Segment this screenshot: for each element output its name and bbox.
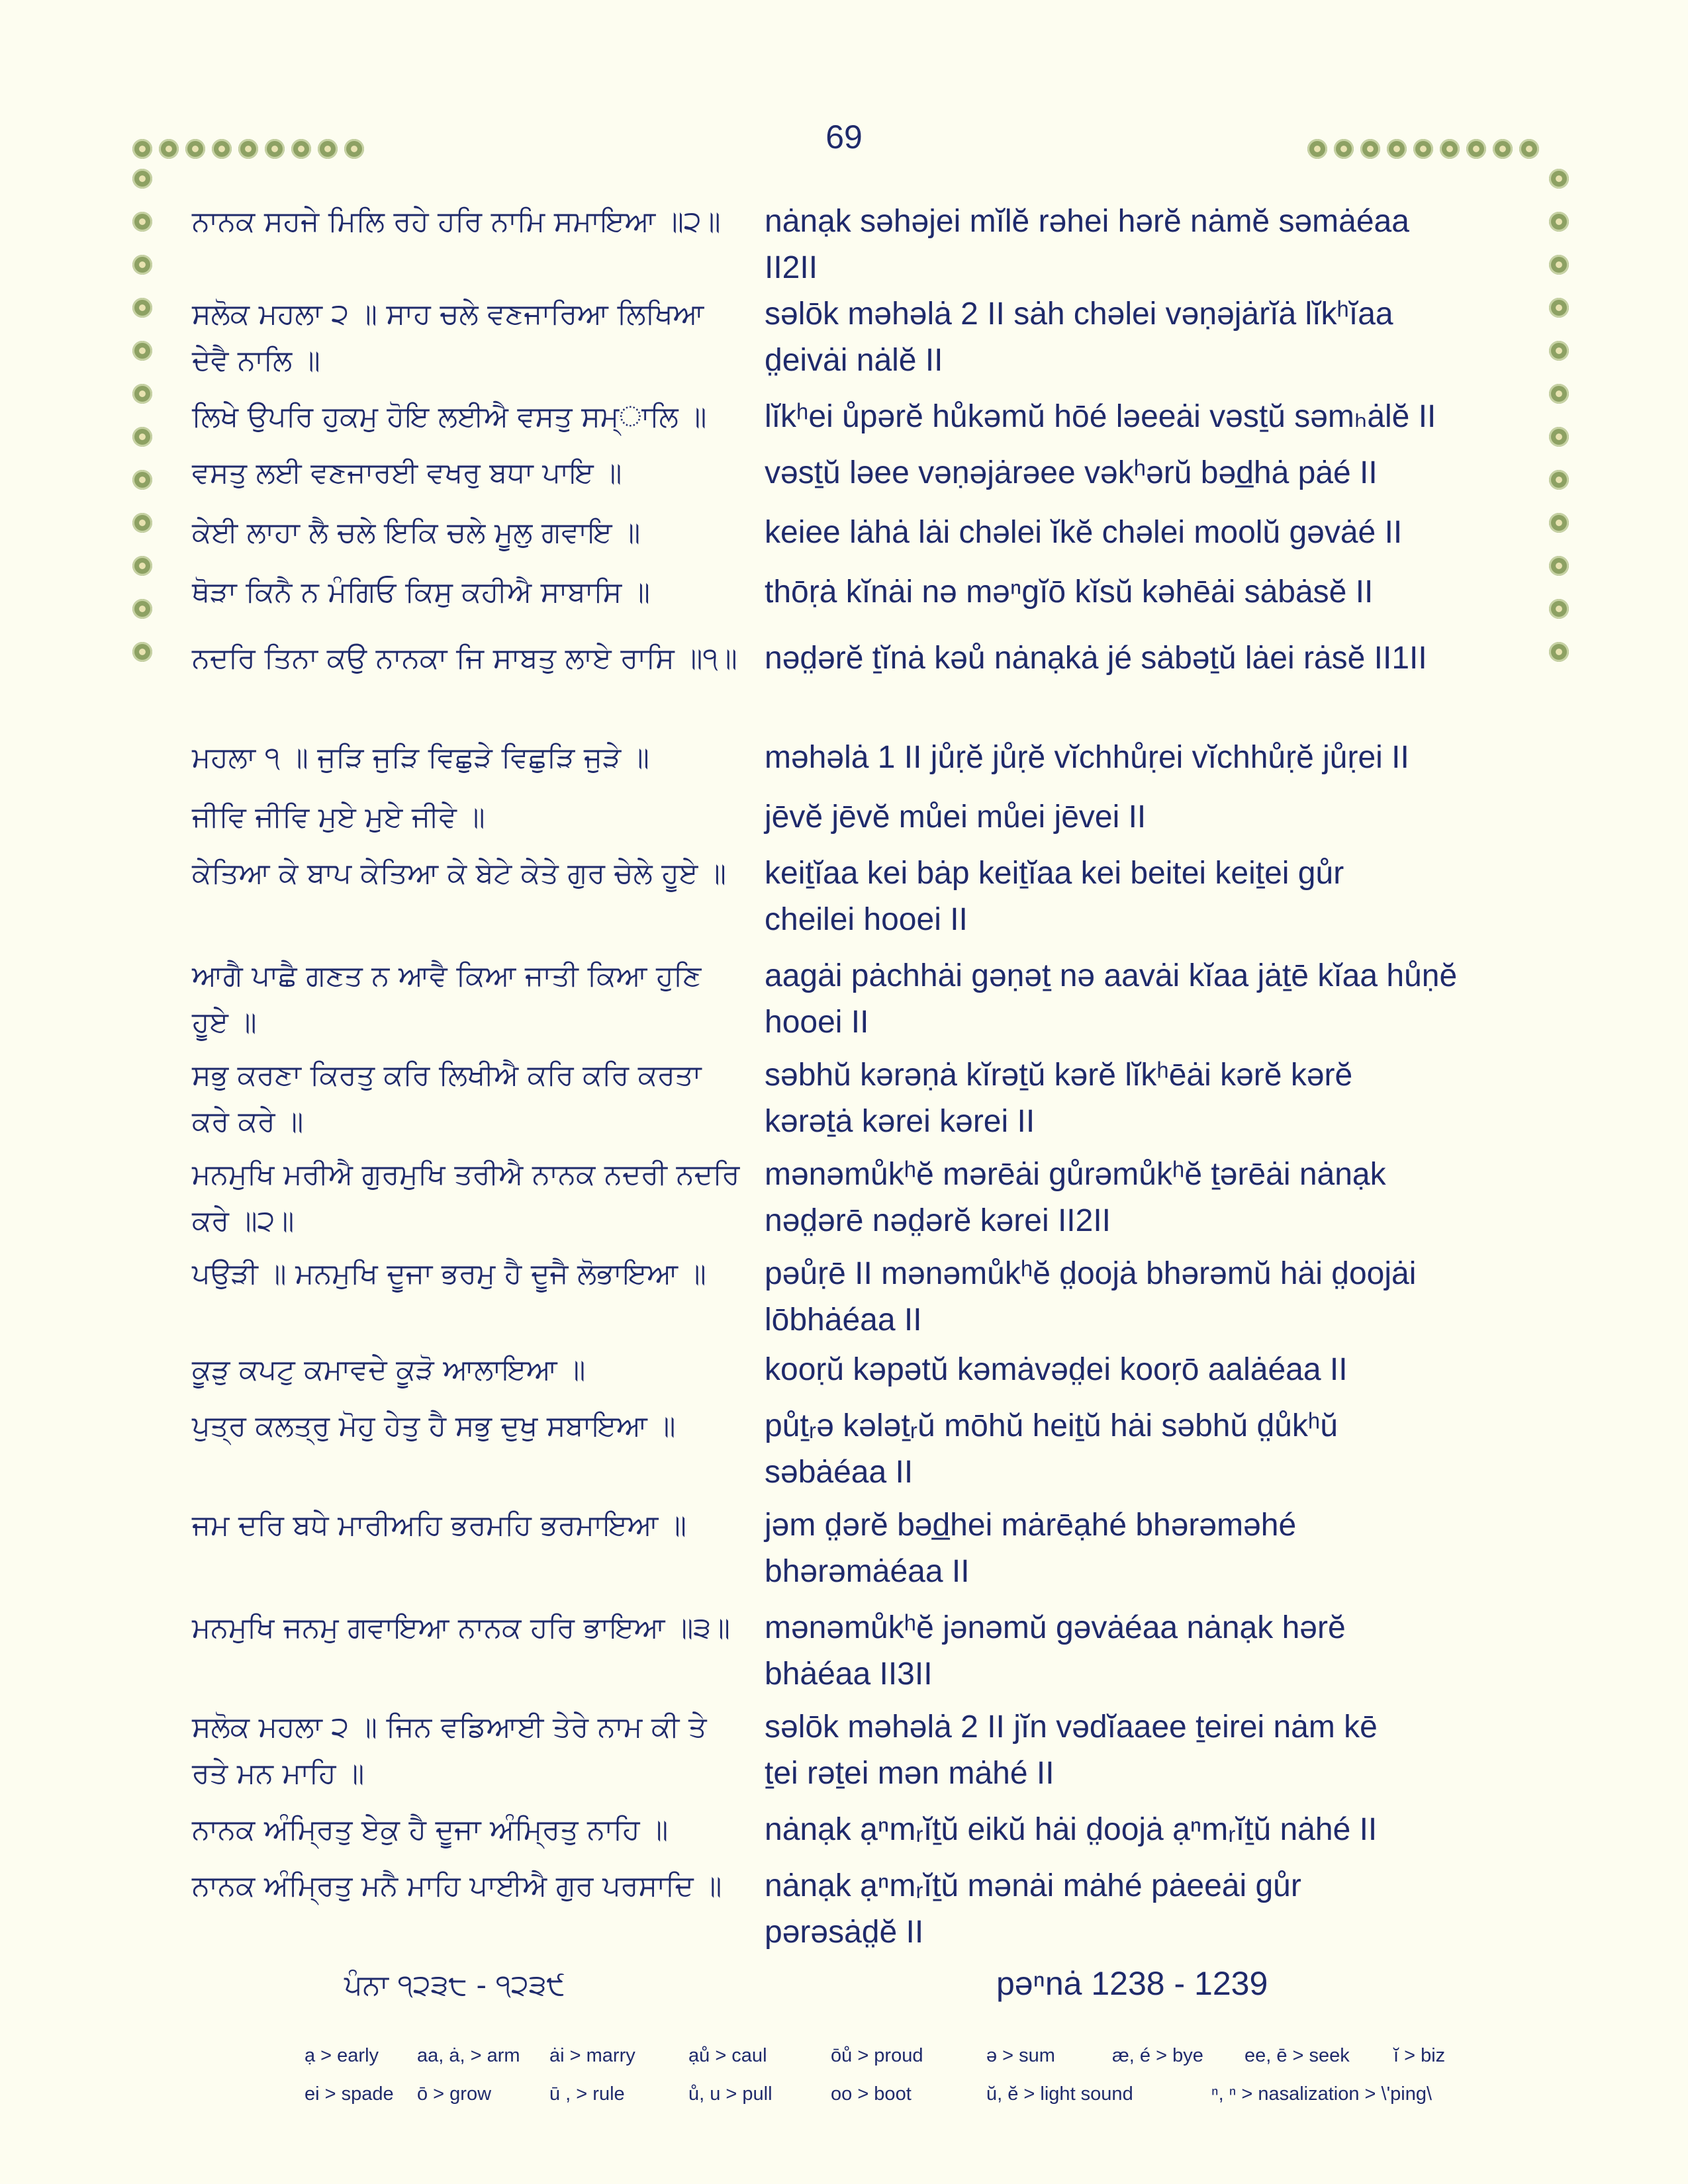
gurmukhi-line: ਕੇਤਿਆ ਕੇ ਬਾਪ ਕੇਤਿਆ ਕੇ ਬੇਟੇ ਕੇਤੇ ਗੁਰ ਚੇਲੇ ਹੂਏ ॥ xyxy=(192,857,727,890)
transliteration-line xyxy=(765,953,1526,1046)
gurmukhi-line: ਕੇਈ ਲਾਹਾ ਲੈ ਚਲੇ ਇਕਿ ਚਲੇ ਮੂਲੁ ਗਵਾਇ ॥ xyxy=(192,516,641,549)
page-number: 69 xyxy=(825,118,863,156)
transliteration-text: nəd̤ərĕ ṯĭnȧ kəů nȧnạkȧ jé sȧbəṯŭ lȧei rȧsĕ II1II xyxy=(765,641,1427,676)
gurmukhi-line: ਸਲੋਕ ਮਹਲਾ ੨ ॥ ਜਿਨ ਵਡਿਆਈ ਤੇਰੇ ਨਾਮ ਕੀ ਤੇ ਰਤੇ ਮਨ ਮਾਹਿ ॥ xyxy=(192,1711,707,1790)
pronunciation-key-item: ōů > proud xyxy=(831,2045,923,2066)
gurmukhi-line: ਸਲੋਕ ਮਹਲਾ ੨ ॥ ਸਾਹ ਚਲੇ ਵਣਜਾਰਿਆ ਲਿਖਿਆ ਦੇਵੈ ਨਾਲਿ ॥ xyxy=(192,298,704,377)
transliteration-line xyxy=(765,635,1526,682)
flower-ornament-icon xyxy=(185,139,205,159)
gurmukhi-line: ਨਾਨਕ ਅੰਮ੍ਰਿਤੁ ਏਕੁ ਹੈ ਦੂਜਾ ਅੰਮ੍ਰਿਤੁ ਨਾਹਿ ॥ xyxy=(192,1813,669,1846)
flower-ornament-icon xyxy=(318,139,338,159)
transliteration-text: lōbhȧéaa II xyxy=(765,1302,922,1338)
flower-ornament-icon xyxy=(1307,139,1327,159)
transliteration-text: vəsṯŭ ləee vəṇəjȧrəee vəkʰərŭ bəd̲hȧ pȧé II xyxy=(765,455,1378,490)
gurmukhi-line: ਮਨਮੁਖਿ ਜਨਮੁ ਗਵਾਇਆ ਨਾਨਕ ਹਰਿ ਭਾਇਆ ॥੩॥ xyxy=(192,1612,730,1645)
transliteration-text: keiṯĭaa kei bȧp keiṯĭaa kei beitei keiṯei gůr xyxy=(765,856,1344,891)
flower-ornament-icon xyxy=(1549,470,1569,490)
flower-ornament-icon xyxy=(212,139,232,159)
transliteration-text: cheilei hooei II xyxy=(765,902,968,937)
flower-ornament-icon xyxy=(1440,139,1460,159)
flower-ornament-icon xyxy=(1549,427,1569,447)
pronunciation-key-item: æ, é > bye xyxy=(1112,2045,1203,2066)
transliteration-text: keiee lȧhȧ lȧi chəlei ĭkĕ chəlei moolŭ gəvȧé II xyxy=(765,515,1403,550)
flower-ornament-icon xyxy=(265,139,285,159)
flower-ornament-icon xyxy=(1519,139,1539,159)
gurmukhi-line: ਪਉੜੀ ॥ ਮਨਮੁਖਿ ਦੂਜਾ ਭਰਮੁ ਹੈ ਦੂਜੈ ਲੋਭਾਇਆ ॥ xyxy=(192,1257,706,1291)
transliteration-text: pəůṛē II mənəmůkʰĕ d̤oojȧ bhərəmŭ hȧi d̤oojȧi xyxy=(765,1256,1417,1291)
transliteration-text: jəm d̤ərĕ bəd̲hei mȧrēạhé bhərəməhé xyxy=(765,1508,1297,1543)
transliteration-text: půṯᵣə kələṯᵣŭ mōhŭ heiṯŭ hȧi səbhŭ d̤ůkʰŭ xyxy=(765,1408,1338,1443)
transliteration-line xyxy=(765,510,1526,556)
flower-ornament-icon xyxy=(1413,139,1433,159)
flower-ornament-icon xyxy=(1334,139,1354,159)
transliteration-line xyxy=(765,1807,1526,1853)
gurmukhi-line: ਸਭੁ ਕਰਣਾ ਕਿਰਤੁ ਕਰਿ ਲਿਖੀਐ ਕਰਿ ਕਰਿ ਕਰਤਾ ਕਰੇ ਕਰੇ ॥ xyxy=(192,1059,702,1138)
pronunciation-key-item: ŭ, ĕ > light sound xyxy=(986,2083,1133,2105)
gurmukhi-line: ਜੀਵਿ ਜੀਵਿ ਮੁਏ ਮੁਏ ਜੀਵੇ ॥ xyxy=(192,801,485,834)
flower-ornament-icon xyxy=(1549,298,1569,318)
transliteration-text: lĭkʰei ůpərĕ hůkəmŭ hōé ləeeȧi vəsṯŭ səmₕȧlĕ II xyxy=(765,399,1436,434)
flower-ornament-icon xyxy=(132,427,152,447)
flower-ornament-icon xyxy=(132,470,152,490)
transliteration-line xyxy=(765,735,1526,781)
flower-ornament-icon xyxy=(132,513,152,533)
gurmukhi-line: ਨਾਨਕ ਸਹਜੇ ਮਿਲਿ ਰਹੇ ਹਰਿ ਨਾਮਿ ਸਮਾਇਆ ॥੨॥ xyxy=(192,205,721,238)
transliteration-text: pərəsȧd̤ĕ II xyxy=(765,1915,924,1950)
transliteration-line xyxy=(765,394,1526,440)
flower-ornament-icon xyxy=(291,139,311,159)
flower-ornament-icon xyxy=(132,384,152,404)
transliteration-line xyxy=(765,1704,1526,1797)
gurmukhi-line: ਪੁਤ੍ਰ ਕਲਤ੍ਰੁ ਮੋਹੁ ਹੇਤੁ ਹੈ ਸਭੁ ਦੁਖੁ ਸਬਾਇਆ ॥ xyxy=(192,1410,676,1443)
pronunciation-key-item: ĭ > biz xyxy=(1393,2045,1446,2066)
footer-page-range-translit: pəⁿnȧ 1238 - 1239 xyxy=(996,1965,1268,2002)
flower-ornament-icon xyxy=(1549,169,1569,189)
flower-ornament-icon xyxy=(132,212,152,232)
transliteration-line xyxy=(765,1863,1526,1956)
pronunciation-key-item: ə > sum xyxy=(986,2045,1055,2066)
transliteration-line xyxy=(765,1502,1526,1595)
pronunciation-key-item: ō > grow xyxy=(417,2083,492,2105)
gurmukhi-line: ਜਮ ਦਰਿ ਬਧੇ ਮਾਰੀਅਹਿ ਭਰਮਹਿ ਭਰਮਾਇਆ ॥ xyxy=(192,1509,687,1542)
transliteration-text: d̤eivȧi nȧlĕ II xyxy=(765,343,943,378)
transliteration-line xyxy=(765,569,1526,615)
flower-ornament-icon xyxy=(238,139,258,159)
transliteration-text: kooṛŭ kəpətŭ kəmȧvəd̤ei kooṛō aalȧéaa II xyxy=(765,1352,1348,1387)
pronunciation-key-item: ū , > rule xyxy=(549,2083,625,2105)
transliteration-text: nəd̤ərē nəd̤ərĕ kərei II2II xyxy=(765,1203,1111,1238)
pronunciation-key-item: ạ > early xyxy=(305,2045,379,2066)
transliteration-text: nȧnạk səhəjei mĭlĕ rəhei hərĕ nȧmĕ səmȧéaa xyxy=(765,204,1409,239)
flower-ornament-icon xyxy=(159,139,179,159)
flower-ornament-icon xyxy=(132,169,152,189)
transliteration-line xyxy=(765,1403,1526,1496)
transliteration-text: mənəmůkʰĕ mərēȧi gůrəmůkʰĕ ṯərēȧi nȧnạk xyxy=(765,1157,1386,1192)
gurmukhi-line: ਵਸਤੁ ਲਈ ਵਣਜਾਰਈ ਵਖਰੁ ਬਧਾ ਪਾਇ ॥ xyxy=(192,457,622,490)
transliteration-text: jēvĕ jēvĕ můei můei jēvei II xyxy=(765,799,1147,835)
flower-ornament-icon xyxy=(132,556,152,576)
pronunciation-key-item: ȧi > marry xyxy=(549,2045,635,2066)
transliteration-text: ṯei rəṯei mən mȧhé II xyxy=(765,1756,1055,1791)
transliteration-text: nȧnạk ạⁿmᵣĭṯŭ eikŭ hȧi d̤oojȧ ạⁿmᵣĭṯŭ nȧhé II xyxy=(765,1812,1378,1847)
transliteration-line xyxy=(765,199,1526,291)
transliteration-text: thōṛȧ kĭnȧi nə məⁿgĭō kĭsŭ kəhēȧi sȧbȧsĕ II xyxy=(765,574,1374,610)
flower-ornament-icon xyxy=(132,642,152,662)
footer-page-range-gurmukhi: ਪੰਨਾ ੧੨੩੮ - ੧੨੩੯ xyxy=(344,1969,565,2002)
flower-ornament-icon xyxy=(1549,513,1569,533)
transliteration-line xyxy=(765,1347,1526,1393)
flower-ornament-icon xyxy=(132,255,152,275)
transliteration-text: aagȧi pȧchhȧi gəṇəṯ nə aavȧi kĭaa jȧṯē kĭaa hůṇĕ xyxy=(765,958,1458,993)
gurmukhi-line: ਨਾਨਕ ਅੰਮ੍ਰਿਤੁ ਮਨੈ ਮਾਹਿ ਪਾਈਐ ਗੁਰ ਪਰਸਾਦਿ ॥ xyxy=(192,1870,722,1903)
flower-ornament-icon xyxy=(132,341,152,361)
flower-ornament-icon xyxy=(344,139,364,159)
transliteration-text: hooei II xyxy=(765,1005,869,1040)
transliteration-line xyxy=(765,1251,1526,1343)
flower-ornament-icon xyxy=(1549,255,1569,275)
pronunciation-key-item: ů, u > pull xyxy=(688,2083,773,2105)
pronunciation-key-item: ee, ē > seek xyxy=(1244,2045,1350,2066)
transliteration-text: II2II xyxy=(765,250,818,285)
flower-ornament-icon xyxy=(1549,384,1569,404)
transliteration-line xyxy=(765,450,1526,496)
flower-ornament-icon xyxy=(1549,212,1569,232)
gurmukhi-line: ਕੂੜੁ ਕਪਟੁ ਕਮਾਵਦੇ ਕੂੜੋ ਆਲਾਇਆ ॥ xyxy=(192,1353,586,1387)
transliteration-text: səlōk məhəlȧ 2 II jĭn vədĭaaee ṯeirei nȧm kē xyxy=(765,1709,1378,1745)
pronunciation-key-item: aa, ȧ, > arm xyxy=(417,2045,520,2066)
flower-ornament-icon xyxy=(132,298,152,318)
flower-ornament-icon xyxy=(1549,599,1569,619)
pronunciation-key-item: oo > boot xyxy=(831,2083,912,2105)
transliteration-text: bhȧéaa II3II xyxy=(765,1657,933,1692)
flower-ornament-icon xyxy=(1493,139,1513,159)
transliteration-text: kərəṯȧ kərei kərei II xyxy=(765,1104,1035,1139)
transliteration-line xyxy=(765,1152,1526,1244)
flower-ornament-icon xyxy=(1549,341,1569,361)
flower-ornament-icon xyxy=(1387,139,1407,159)
transliteration-line xyxy=(765,850,1526,943)
transliteration-text: səbhŭ kərəṇȧ kĭrəṯŭ kərĕ lĭkʰēȧi kərĕ kərĕ xyxy=(765,1058,1353,1093)
transliteration-line xyxy=(765,794,1526,841)
flower-ornament-icon xyxy=(1549,556,1569,576)
pronunciation-key-item: ạů > caul xyxy=(688,2045,767,2066)
gurmukhi-line: ਆਗੈ ਪਾਛੈ ਗਣਤ ਨ ਆਵੈ ਕਿਆ ਜਾਤੀ ਕਿਆ ਹੁਣਿ ਹੂਏ ॥ xyxy=(192,960,702,1039)
transliteration-text: bhərəmȧéaa II xyxy=(765,1554,970,1589)
flower-ornament-icon xyxy=(1466,139,1486,159)
transliteration-text: məhəlȧ 1 II jůṛĕ jůṛĕ vĭchhůṛei vĭchhůṛĕ jůṛei II xyxy=(765,740,1409,775)
gurmukhi-line: ਮਨਮੁਖਿ ਮਰੀਐ ਗੁਰਮੁਖਿ ਤਰੀਐ ਨਾਨਕ ਨਦਰੀ ਨਦਰਿ ਕਰੇ ॥੨॥ xyxy=(192,1158,740,1238)
pronunciation-key-item: ei > spade xyxy=(305,2083,394,2105)
flower-ornament-icon xyxy=(132,599,152,619)
gurmukhi-line: ਮਹਲਾ ੧ ॥ ਜੁੜਿ ਜੁੜਿ ਵਿਛੁੜੇ ਵਿਛੁੜਿ ਜੁੜੇ ॥ xyxy=(192,741,649,774)
transliteration-text: səbȧéaa II xyxy=(765,1455,914,1490)
gurmukhi-line: ਲਿਖੇ ਉਪਰਿ ਹੁਕਮੁ ਹੋਇ ਲਈਐ ਵਸਤੁ ਸਮ੍ਾਲਿ ॥ xyxy=(192,400,707,433)
transliteration-text: səlōk məhəlȧ 2 II sȧh chəlei vəṇəjȧrĭȧ lĭkʰĭaa xyxy=(765,296,1393,332)
transliteration-line xyxy=(765,1605,1526,1698)
transliteration-text: mənəmůkʰĕ jənəmŭ gəvȧéaa nȧnạk hərĕ xyxy=(765,1610,1346,1645)
pronunciation-key-item: ⁿ, ⁿ > nasalization > \'ping\ xyxy=(1211,2083,1432,2105)
gurmukhi-line: ਥੋੜਾ ਕਿਨੈ ਨ ਮੰਗਿਓ ਕਿਸੁ ਕਹੀਐ ਸਾਬਾਸਿ ॥ xyxy=(192,576,650,609)
gurmukhi-line: ਨਦਰਿ ਤਿਨਾ ਕਉ ਨਾਨਕਾ ਜਿ ਸਾਬਤੁ ਲਾਏ ਰਾਸਿ ॥੧॥ xyxy=(192,642,737,675)
flower-ornament-icon xyxy=(1360,139,1380,159)
transliteration-text: nȧnạk ạⁿmᵣĭṯŭ mənȧi mȧhé pȧeeȧi gůr xyxy=(765,1868,1301,1903)
flower-ornament-icon xyxy=(132,139,152,159)
transliteration-line xyxy=(765,1052,1526,1145)
flower-ornament-icon xyxy=(1549,642,1569,662)
transliteration-line xyxy=(765,291,1526,384)
